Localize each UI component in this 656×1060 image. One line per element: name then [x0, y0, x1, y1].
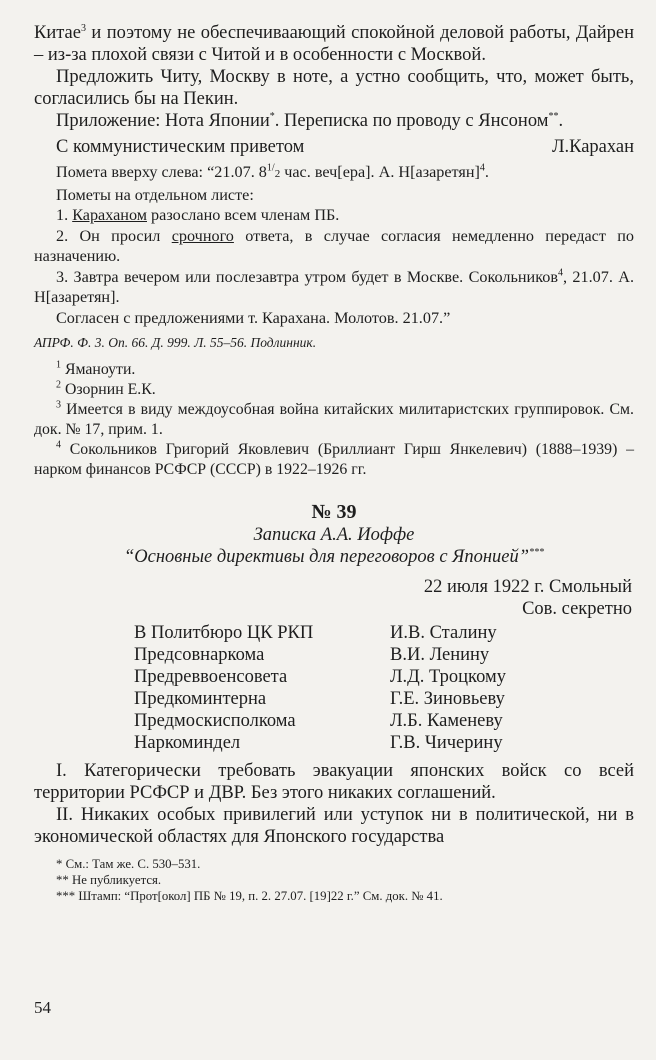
recipient-row: Наркоминдел Г.В. Чичерину [134, 733, 503, 753]
document-date: 22 июля 1922 г. Смольный [423, 577, 632, 597]
paragraph-1: Китае$^3$ и поэтому не обеспечиваающий спокойной деловой работы, Дайрен – из-за плохой связи с Читой и в особенности с Москвой. [34, 22, 634, 65]
footnote-2: ** Не публикуется. [56, 873, 162, 887]
mark-6: Согласен с предложениями т. Карахана. Молотов. 21.07.” [56, 308, 451, 327]
greeting: С коммунистическим приветом [56, 137, 305, 157]
note-1: $^1$ Яманоути. [56, 359, 136, 378]
directive-2: II. Никаких особых привилегий или уступок ни в политической, ни в экономической областях для Японского государства [34, 805, 634, 847]
paragraph-3: Приложение: Нота Японии*. Переписка по проводу с Янсоном**. [56, 110, 564, 131]
document-number: № 39 [311, 501, 357, 523]
mark-5: 3. Завтра вечером или послезавтра утром будет в Москве. Сокольников$^4$, 21.07. А. Н[азаретян]. [34, 267, 634, 306]
recipients-list [134, 622, 634, 754]
mark-3: 1. Караханом разослано всем членам ПБ. [56, 206, 340, 224]
paragraph-2: Предложить Читу, Москву в ноте, а устно сообщить, что, может быть, согласились бы на Пекин. [34, 67, 634, 109]
recipient-row: Предсовнаркома В.И. Ленину [134, 645, 490, 665]
note-3: $^3$ Имеется в виду междоусобная война китайских милитаристских группировок. См. док. № 17, прим. 1. [34, 399, 634, 438]
recipient-row: Предкоминтерна Г.Е. Зиновьеву [134, 689, 505, 709]
footnotes [34, 856, 634, 904]
directive-1: I. Категорически требовать эвакуации японских войск со всей территории РСФСР и ДВР. Без этого никаких соглашений. [34, 761, 634, 803]
mark-4: 2. Он просил срочного ответа, в случае согласия немедленно передаст по назначению. [34, 226, 634, 265]
page-body [34, 22, 634, 904]
date-block [34, 576, 634, 620]
document-title: “Основные директивы для переговоров с Японией”*** [123, 546, 545, 567]
archive-reference: АПРФ. Ф. 3. Оп. 66. Д. 999. Л. 55–56. Подлинник. [34, 335, 317, 350]
mark-1: Помета вверху слева: “21.07. $8^{1/}2$ час. веч[ера]. А. Н[азаретян]$^4$. [56, 162, 489, 181]
footnote-1: * См.: Там же. С. 530–531. [56, 857, 201, 871]
recipient-row: Предмоскисполкома Л.Б. Каменеву [134, 711, 503, 731]
mark-2: Пометы на отдельном листе: [56, 185, 254, 204]
note-4: $^4$ Сокольников Григорий Яковлевич (Бриллиант Гирш Янкелевич) (1888–1939) – нарком финансов РСФСР (СССР) в 1922–1926 гг. [34, 439, 634, 478]
signer-name: Л.Карахан [551, 137, 634, 157]
footnote-ref: 3 [80, 22, 86, 34]
secrecy-stamp: Сов. секретно [522, 599, 632, 619]
signature-line [34, 136, 634, 158]
recipient-row: Предреввоенсовета Л.Д. Троцкому [134, 667, 506, 687]
footnote-3: *** Штамп: “Прот[окол] ПБ № 19, п. 2. 27.07. [19]22 г.” См. док. № 41. [56, 889, 443, 903]
document-author: Записка А.А. Иоффе [253, 525, 415, 545]
page-number: 54 [34, 998, 51, 1017]
note-2: $^2$ Озорнин Е.К. [56, 379, 156, 398]
notes-list [34, 360, 634, 480]
recipient-row: В Политбюро ЦК РКП И.В. Сталину [134, 623, 497, 643]
